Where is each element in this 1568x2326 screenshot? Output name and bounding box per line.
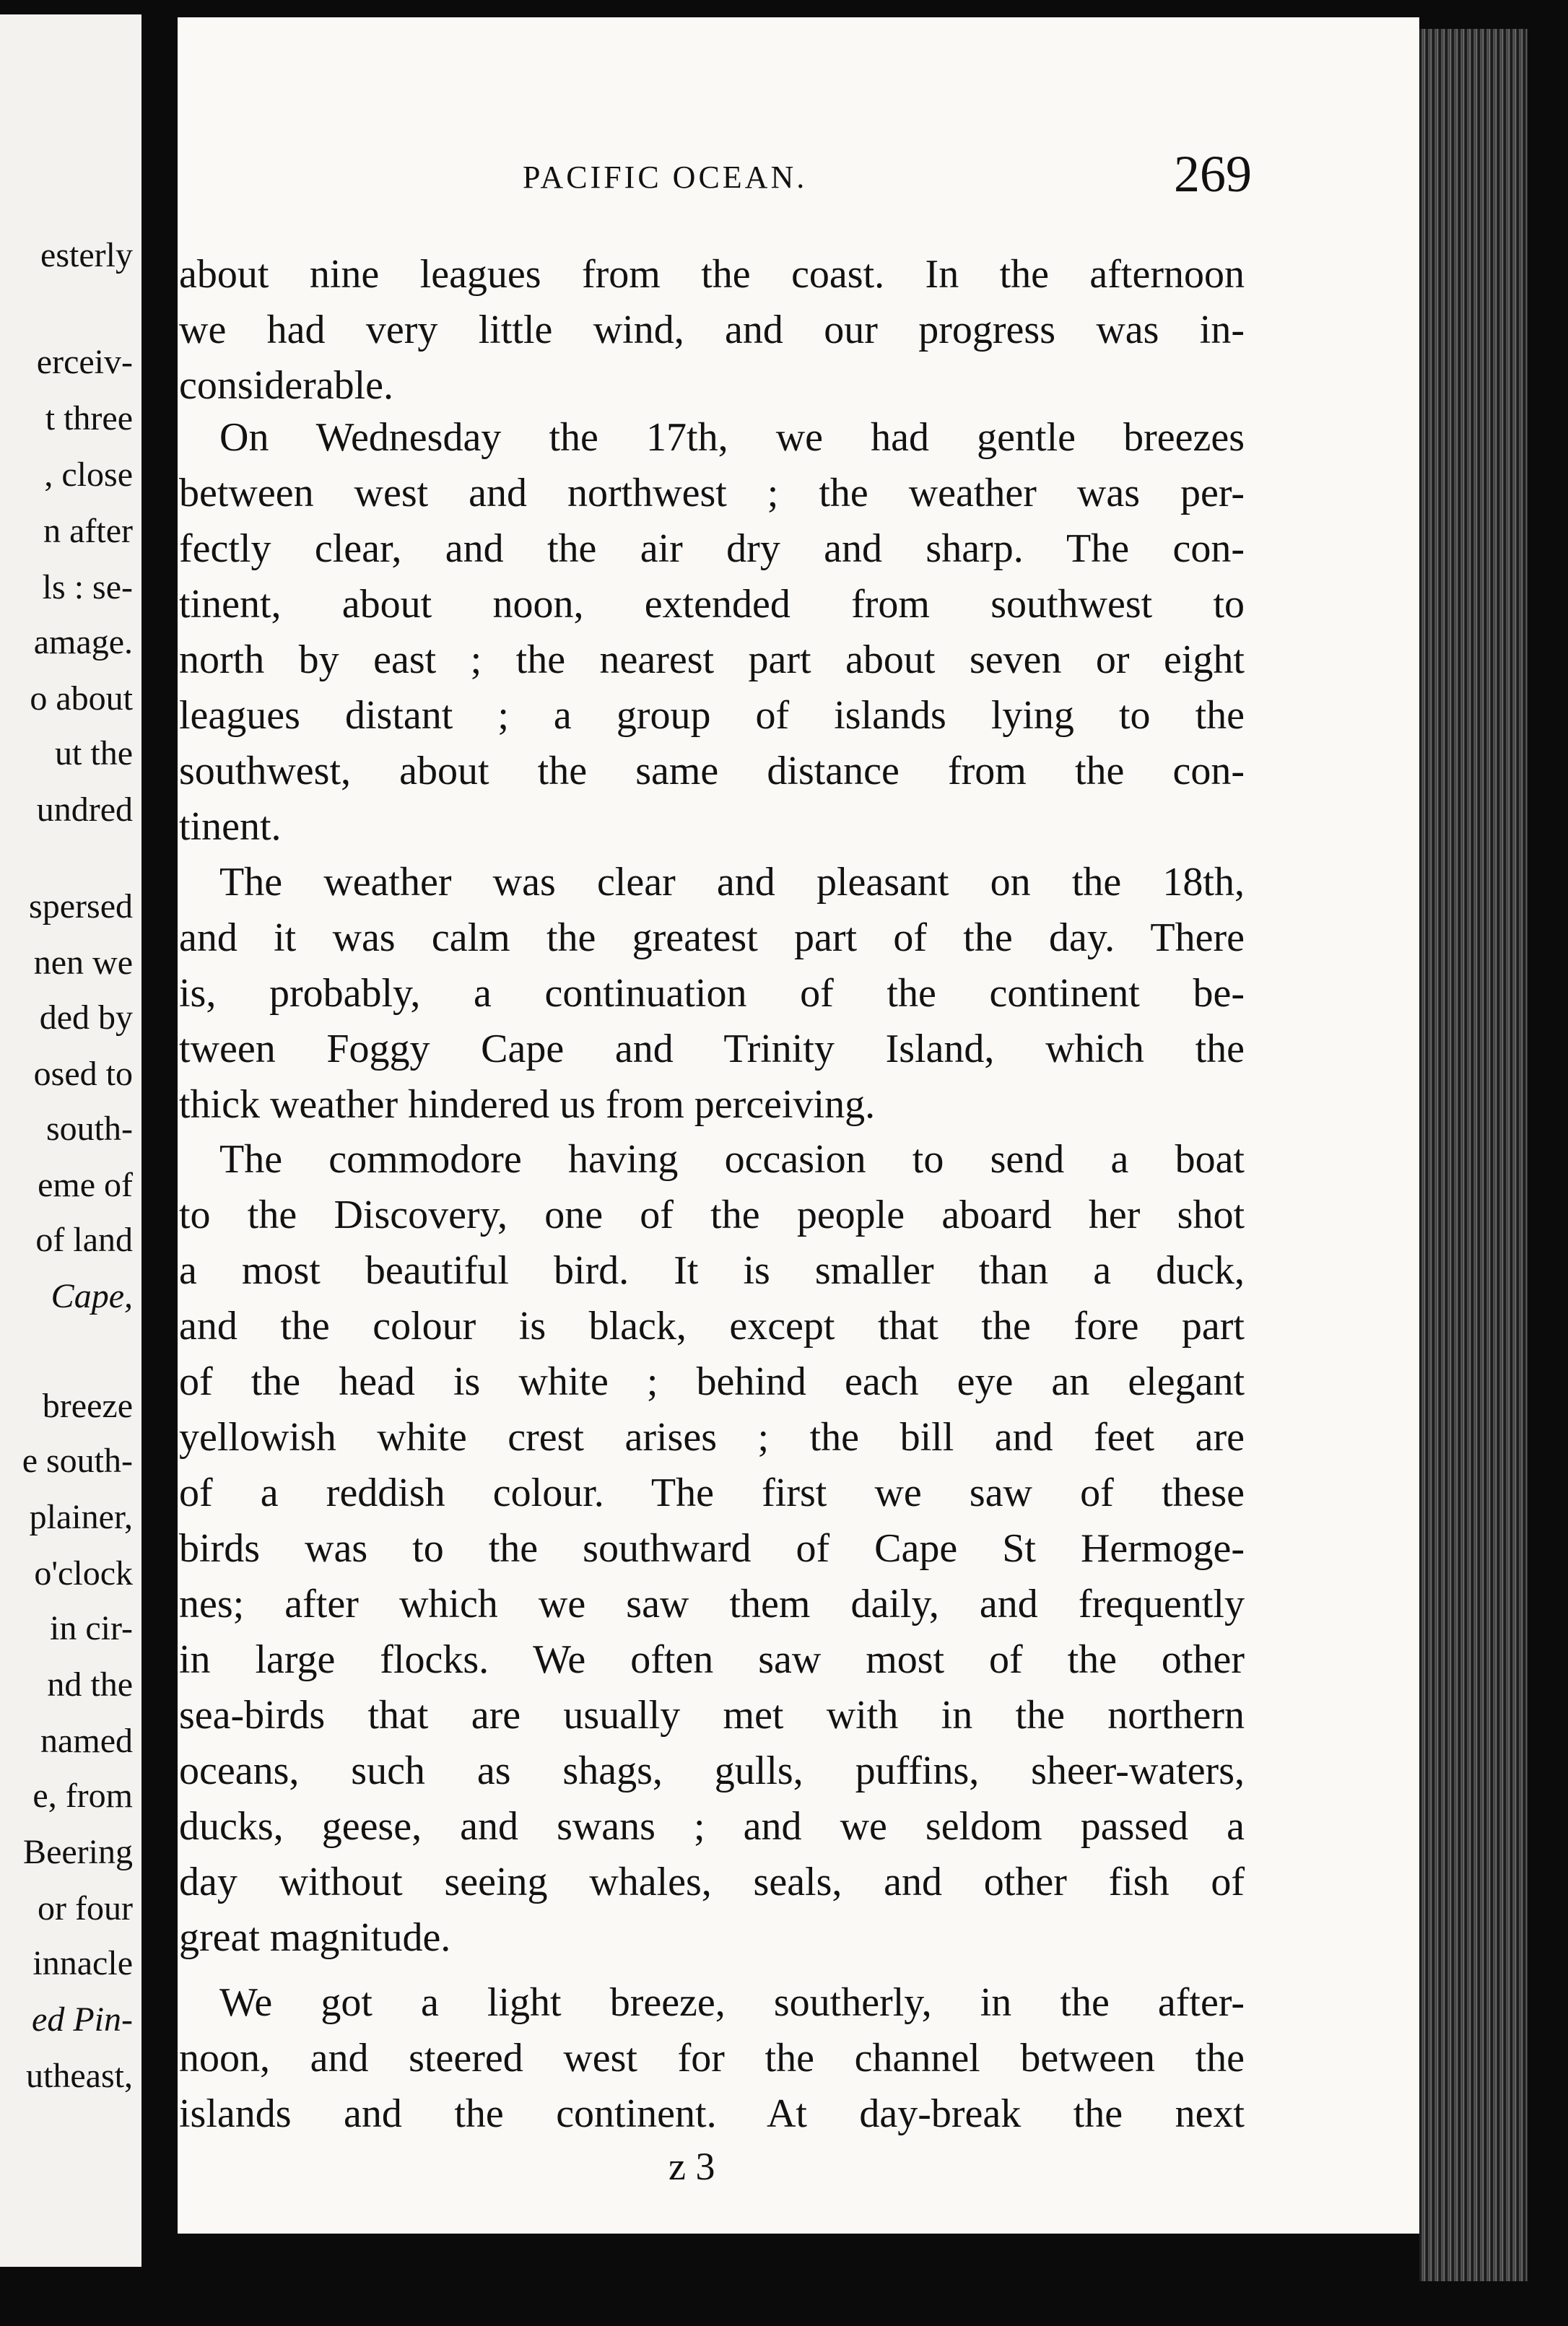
text-line: a most beautiful bird. It is smaller than a duck, [179,1248,1245,1293]
text-line: nes; after which we saw them daily, and frequently [179,1582,1245,1626]
text-line: leagues distant ; a group of islands lying to the [179,693,1245,738]
facing-page-line: undred [36,790,133,829]
text-line: noon, and steered west for the channel between the [179,2036,1245,2081]
facing-page-line: eme of [38,1166,133,1204]
facing-page-line: ls : se- [42,568,133,606]
page-number: 269 [1174,145,1252,203]
text-line: islands and the continent. At day-break the next [179,2091,1245,2136]
text-line: great magnitude. [179,1915,451,1960]
book-page [178,17,1419,2234]
text-line: southwest, about the same distance from the con- [179,749,1245,793]
text-line: tween Foggy Cape and Trinity Island, which the [179,1027,1245,1071]
text-line: about nine leagues from the coast. In the afternoon [179,252,1245,297]
text-line: yellowish white crest arises ; the bill and feet are [179,1415,1245,1460]
facing-page-line: or four [38,1889,133,1928]
facing-page-line: o'clock [34,1554,133,1593]
text-line: sea-birds that are usually met with in the northern [179,1693,1245,1738]
facing-page-line: e south- [22,1442,133,1480]
text-line: of a reddish colour. The first we saw of these [179,1471,1245,1515]
running-head: PACIFIC OCEAN. [523,160,808,195]
facing-page-line: south- [46,1110,133,1148]
facing-page-line: ded by [39,998,133,1037]
text-line: tinent, about noon, extended from southwest to [179,582,1245,627]
facing-page-line: ed Pin- [32,2000,133,2039]
facing-page-line: plainer, [29,1498,133,1536]
text-line: oceans, such as shags, gulls, puffins, sheer-waters, [179,1748,1245,1793]
facing-page-line: breeze [42,1387,133,1425]
facing-page-line: Beering [23,1833,133,1871]
facing-page-line: esterly [40,236,133,274]
text-line: thick weather hindered us from perceiving. [179,1082,876,1127]
text-line: day without seeing whales, seals, and other fish of [179,1860,1245,1904]
text-line: in large flocks. We often saw most of the other [179,1637,1245,1682]
text-line: we had very little wind, and our progress was in- [179,308,1245,352]
text-line: north by east ; the nearest part about seven or eight [179,637,1245,682]
facing-page-line: innacle [32,1944,133,1982]
text-line: The commodore having occasion to send a boat [219,1137,1245,1182]
facing-page-line: n after [43,512,133,550]
text-line: We got a light breeze, southerly, in the after- [219,1980,1245,2025]
text-line: ducks, geese, and swans ; and we seldom passed a [179,1804,1245,1849]
facing-page-line: Cape, [51,1277,133,1315]
facing-page-line: erceiv- [36,343,133,381]
page-header [178,144,1419,209]
text-line: tinent. [179,804,282,849]
text-line: considerable. [179,363,393,408]
facing-page-line: in cir- [50,1609,133,1647]
text-line: The weather was clear and pleasant on the 18th, [219,860,1245,905]
facing-page-fragment [0,14,141,2267]
facing-page-line: , close [44,456,133,494]
facing-page-line: amage. [33,623,133,661]
text-line: between west and northwest ; the weather was per- [179,471,1245,515]
facing-page-line: named [40,1722,133,1760]
facing-page-line: nen we [33,944,133,982]
signature-mark: z 3 [668,2145,715,2188]
page-edges [1419,29,1528,2281]
facing-page-line: ut the [55,734,133,772]
text-line: to the Discovery, one of the people aboard her shot [179,1193,1245,1237]
text-line: of the head is white ; behind each eye an elegant [179,1359,1245,1404]
facing-page-line: o about [30,679,133,718]
text-line: fectly clear, and the air dry and sharp. The con- [179,526,1245,571]
text-line: and the colour is black, except that the fore part [179,1304,1245,1349]
facing-page-line: t three [45,399,133,437]
facing-page-line: of land [35,1221,133,1259]
text-line: and it was calm the greatest part of the day. There [179,915,1245,960]
facing-page-line: e, from [32,1777,133,1815]
facing-page-line: osed to [33,1055,133,1093]
facing-page-line: nd the [47,1665,133,1704]
text-line: is, probably, a continuation of the continent be- [179,971,1245,1016]
facing-page-line: spersed [29,887,133,925]
text-line: birds was to the southward of Cape St Hermoge- [179,1526,1245,1571]
facing-page-line: utheast, [26,2057,133,2095]
text-line: On Wednesday the 17th, we had gentle breezes [219,415,1245,460]
